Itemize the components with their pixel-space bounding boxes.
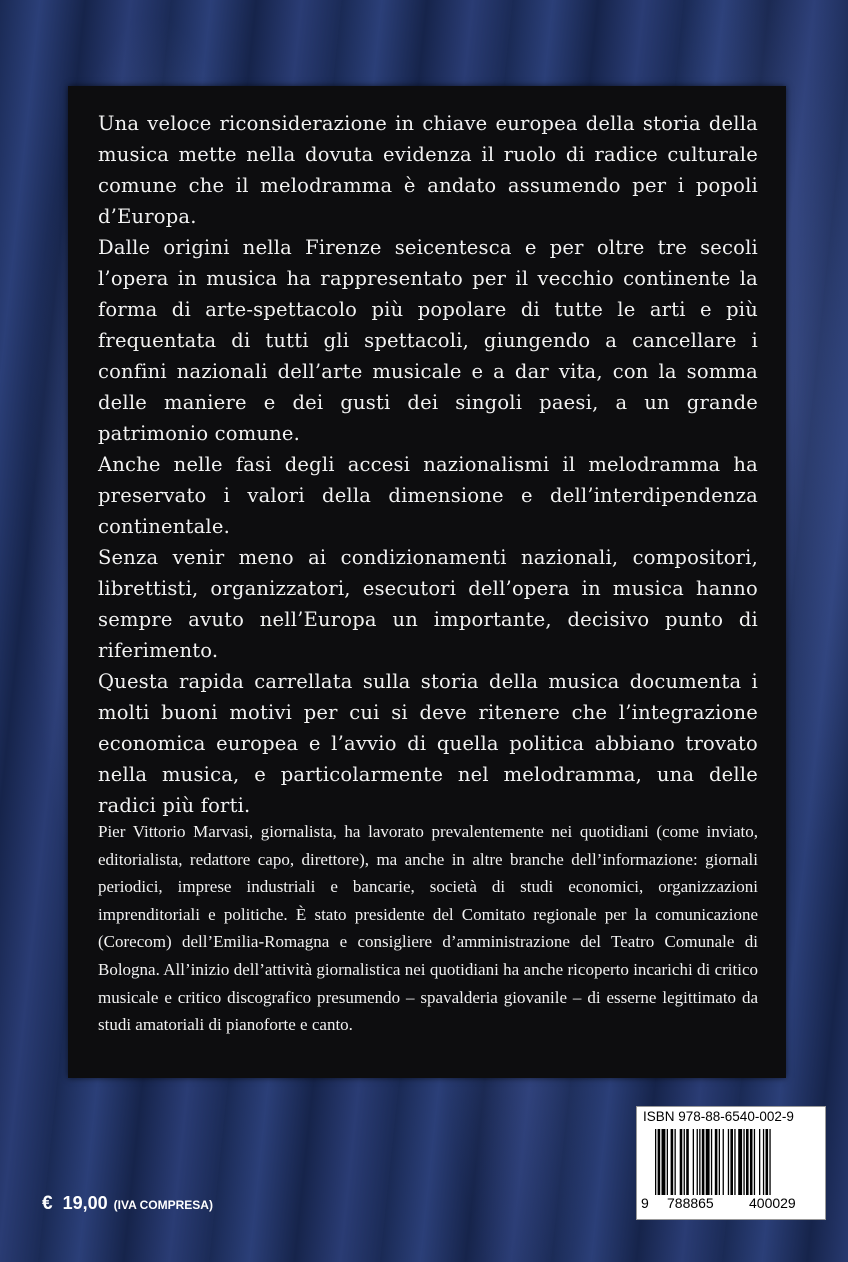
- barcode-bar: [680, 1129, 683, 1195]
- barcode-bar: [671, 1129, 674, 1195]
- barcode-bars: [655, 1129, 815, 1195]
- barcode-bar: [662, 1129, 666, 1195]
- description-paragraph: Una veloce riconsiderazione in chiave europea della storia della musica mette nella dovuta evidenza il ruolo di radice culturale comune che il melodramma è andato assumendo per i popoli d’Europa.: [98, 112, 758, 228]
- barcode-bar: [746, 1129, 749, 1195]
- barcode-bar: [769, 1129, 770, 1195]
- barcode-bar: [728, 1129, 729, 1195]
- description-paragraph: Senza venir meno ai condizionamenti nazionali, compositori, librettisti, organizzatori, esecutori dell’opera in musica hanno sempre avuto nell’Europa un importante, decisivo punto di riferimento.: [98, 546, 758, 662]
- barcode-bar: [658, 1129, 661, 1195]
- barcode-bar: [763, 1129, 764, 1195]
- barcode-bar: [719, 1129, 720, 1195]
- barcode-digit-first: 9: [641, 1195, 649, 1211]
- barcode-bar: [693, 1129, 694, 1195]
- barcode-bar: [684, 1129, 685, 1195]
- vat-note: (IVA COMPRESA): [113, 1198, 213, 1212]
- author-bio: [98, 818, 758, 1039]
- price-amount: 19,00: [62, 1193, 108, 1213]
- barcode-digits-left: 788865: [667, 1195, 714, 1211]
- barcode-bar: [699, 1129, 700, 1195]
- author-name: Pier Vittorio Marvasi: [98, 822, 249, 841]
- barcode-bar: [730, 1129, 733, 1195]
- description-text: [98, 108, 758, 821]
- author-bio-text: , giornalista, ha lavorato prevalentemente nei quotidiani (come inviato, editorialista, redattore capo, direttore), ma anche in altre branche dell’informazione: giornali periodici, imprese industriali e bancarie, società di studi economici, organizzazioni imprenditoriali e politiche. È stato presidente del Comitato regionale per la comunicazione (Corecom) dell’Emilia-Romagna e consigliere d’amministrazione del Teatro Comunale di Bologna. All’inizio dell’attività giornalistica nei quotidiani ha anche ricoperto incarichi di critico musicale e critico discografico presumendo – spavalderia giovanile – di esserne legittimato da studi amatoriali di pianoforte e canto.: [98, 822, 759, 1035]
- barcode-bar: [754, 1129, 755, 1195]
- barcode-bar: [697, 1129, 698, 1195]
- barcode-bar: [734, 1129, 735, 1195]
- barcode-digits-right: 400029: [749, 1195, 796, 1211]
- barcode-bar: [667, 1129, 668, 1195]
- isbn-label: ISBN 978-88-6540-002-9: [643, 1109, 794, 1124]
- barcode-bar: [655, 1129, 656, 1195]
- description-paragraph: Dalle origini nella Firenze seicentesca e per oltre tre secoli l’opera in musica ha rappresentato per il vecchio continente la forma di arte-spettacolo più popolare di tutte le arti e più frequentata di tutti gli spettacoli, giungendo a cancellare i confini nazionali dell’arte musicale e a dar vita, con la somma delle maniere e dei gusti dei singoli paesi, a un grande patrimonio comune.: [98, 236, 758, 445]
- barcode-bar: [702, 1129, 705, 1195]
- barcode-bar: [738, 1129, 742, 1195]
- barcode: [636, 1106, 826, 1220]
- barcode-bar: [706, 1129, 710, 1195]
- barcode-bar: [675, 1129, 676, 1195]
- currency-symbol: €: [42, 1193, 53, 1214]
- barcode-bar: [711, 1129, 712, 1195]
- barcode-bar: [766, 1129, 769, 1195]
- barcode-bar: [750, 1129, 753, 1195]
- barcode-bar: [759, 1129, 760, 1195]
- price-label: [42, 1193, 213, 1215]
- description-paragraph: Anche nelle fasi degli accesi nazionalismi il melodramma ha preservato i valori della dimensione e dell’interdipendenza continentale.: [98, 453, 758, 538]
- description-paragraph: Questa rapida carrellata sulla storia della musica documenta i molti buoni motivi per cui si deve ritenere che l’integrazione economica europea e l’avvio di quella politica abbiano trovato nella musica, e particolarmente nel melodramma, una delle radici più forti.: [98, 670, 758, 817]
- barcode-bar: [715, 1129, 718, 1195]
- barcode-bar: [686, 1129, 689, 1195]
- barcode-bar: [723, 1129, 724, 1195]
- barcode-bar: [743, 1129, 744, 1195]
